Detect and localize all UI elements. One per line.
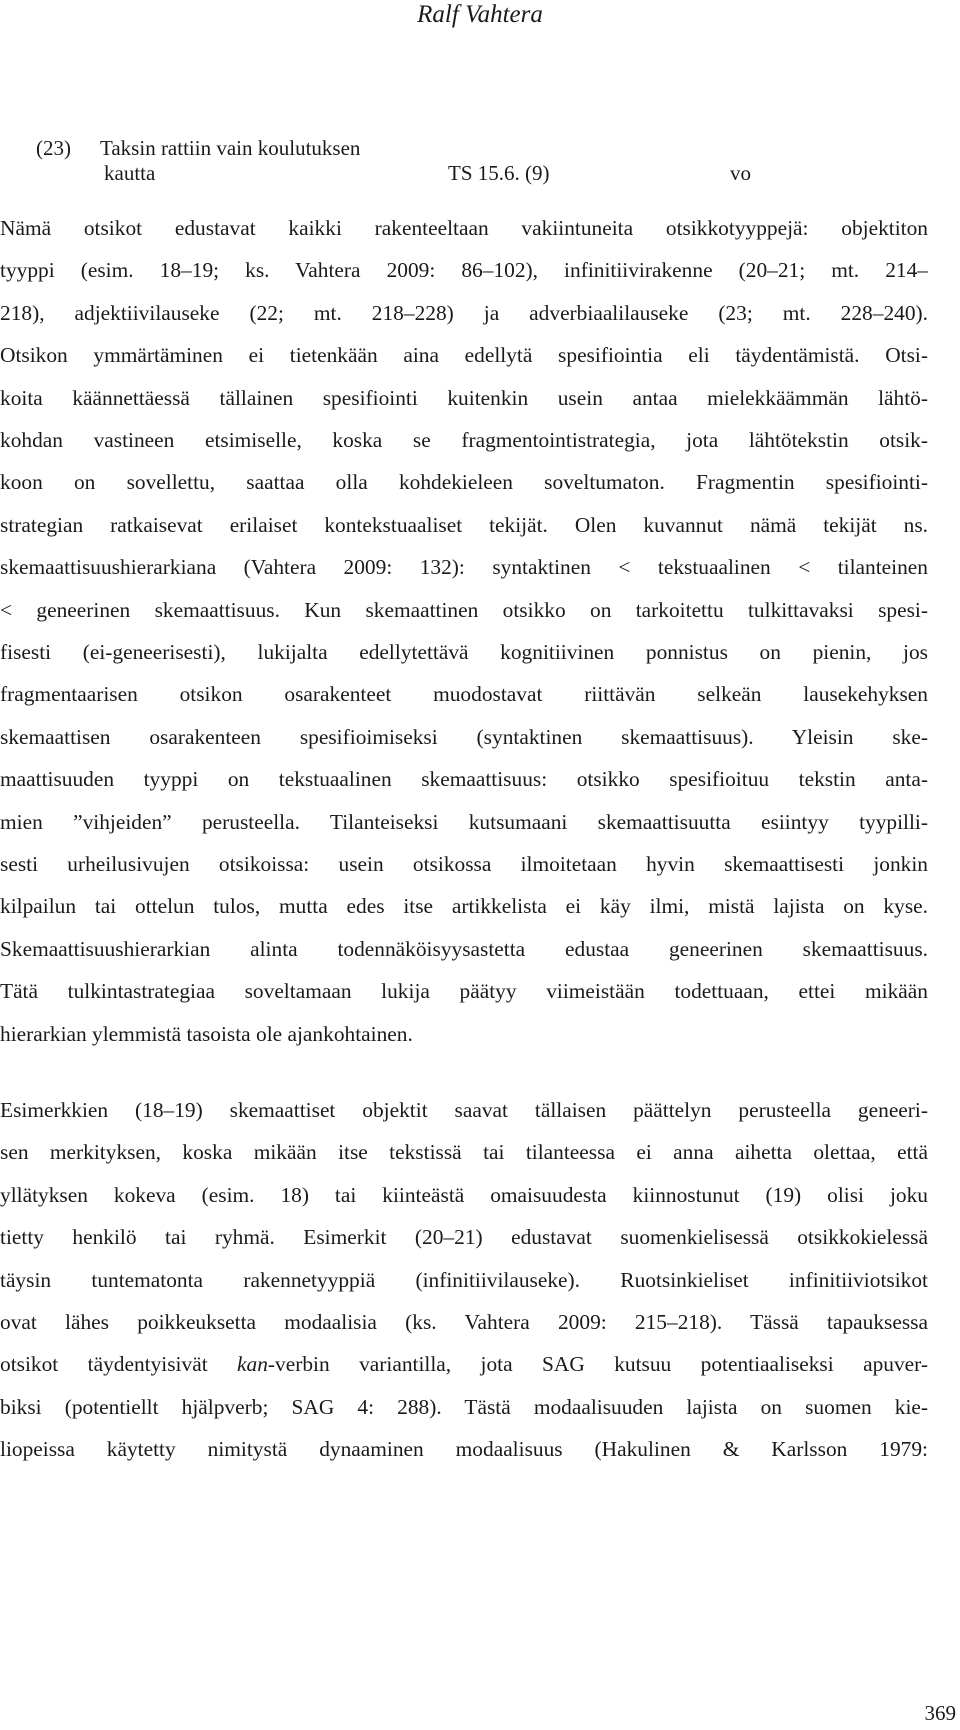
paragraph2-line xyxy=(0,1344,928,1384)
paragraph1-line: Otsikon ymmärtäminen ei tietenkään aina edellytä spesifiointia eli täydentämistä. Otsi- xyxy=(0,343,928,368)
paragraph1-line: koon on sovellettu, saattaa olla kohdekieleen soveltumaton. Fragmentin spesifiointi- xyxy=(0,470,928,495)
paragraph1-line: Nämä otsikot edustavat kaikki rakenteeltaan vakiintuneita otsikkotyyppejä: objektiton xyxy=(0,216,928,240)
paragraph1-line: fragmentaarisen otsikon osarakenteet muodostavat riittävän selkeän lausekehyksen xyxy=(0,682,928,707)
paragraph1-line: fisesti (ei-geneerisesti), lukijalta edellytettävä kognitiivinen ponnistus on pienin, jos xyxy=(0,640,928,664)
paragraph1-line: strategian ratkaisevat erilaiset kontekstuaaliset tekijät. Olen kuvannut nämä tekijät ns. xyxy=(0,512,928,537)
example-language: vo xyxy=(730,161,751,185)
paragraph1-line: koita käännettäessä tällainen spesifiointi kuitenkin usein antaa mielekkäämmän lähtö- xyxy=(0,385,928,410)
paragraph1-line: sesti urheilusivujen otsikoissa: usein otsikossa ilmoitetaan hyvin skemaattisesti jonkin xyxy=(0,852,928,876)
paragraph1-line: kohdan vastineen etsimiselle, koska se fragmentointistrategia, jota lähtötekstin otsik- xyxy=(0,428,928,452)
paragraph2-line: liopeissa käytetty nimitystä dynaaminen modaalisuus (Hakulinen & Karlsson 1979: xyxy=(0,1437,928,1462)
example-line-1: Taksin rattiin vain koulutuksen xyxy=(100,136,361,160)
paragraph1-line: mien ”vihjeiden” perusteella. Tilanteiseksi kutsumaani skemaattisuutta esiintyy tyypilli- xyxy=(0,809,928,834)
paragraph1-line: hierarkian ylemmistä tasoista ole ajankohtainen. xyxy=(0,1021,413,1046)
paragraph2-line: sen merkityksen, koska mikään itse tekstissä tai tilanteessa ei anna aihetta olettaa, että xyxy=(0,1140,928,1165)
paragraph1-line: maattisuuden tyyppi on tekstuaalinen skemaattisuus: otsikko spesifioituu tekstin anta- xyxy=(0,767,928,792)
paragraph2-line: täysin tuntematonta rakennetyyppiä (infinitiivilauseke). Ruotsinkieliset infinitiiviotsikot xyxy=(0,1267,928,1292)
paragraph1-line: Tätä tulkintastrategiaa soveltamaan lukija päätyy viimeistään todettuaan, ettei mikään xyxy=(0,979,928,1004)
paragraph2-line: tietty henkilö tai ryhmä. Esimerkit (20–21) edustavat suomenkielisessä otsikkokielessä xyxy=(0,1225,928,1250)
paragraph2-line: biksi (potentiellt hjälpverb; SAG 4: 288). Tästä modaalisuuden lajista on suomen kie- xyxy=(0,1394,928,1419)
example-line-2: kautta xyxy=(104,161,156,185)
example-number: (23) xyxy=(36,136,71,160)
paragraph2-line: ovat lähes poikkeuksetta modaalisia (ks. Vahtera 2009: 215–218). Tässä tapauksessa xyxy=(0,1310,928,1334)
paragraph1-line: skemaattisuushierarkiana (Vahtera 2009: 132): syntaktinen < tekstuaalinen < tilanteinen xyxy=(0,555,928,580)
paragraph1-line: < geneerinen skemaattisuus. Kun skemaattinen otsikko on tarkoitettu tulkittavaksi spesi- xyxy=(0,597,928,622)
paragraph2-line: Esimerkkien (18–19) skemaattiset objektit saavat tällaisen päättelyn perusteella geneeri- xyxy=(0,1098,928,1122)
paragraph1-line: tyyppi (esim. 18–19; ks. Vahtera 2009: 86–102), infinitiivirakenne (20–21; mt. 214– xyxy=(0,258,928,283)
paragraph1-line: kilpailun tai ottelun tulos, mutta edes itse artikkelista ei käy ilmi, mistä lajista on kyse. xyxy=(0,894,928,919)
paragraph2-line: yllätyksen kokeva (esim. 18) tai kiinteästä omaisuudesta kiinnostunut (19) olisi joku xyxy=(0,1182,928,1207)
italic-term: kan xyxy=(237,1352,268,1377)
running-head: Ralf Vahtera xyxy=(417,1,543,28)
line-segment: otsikot täydentyisivät xyxy=(0,1352,238,1377)
example-source: TS 15.6. (9) xyxy=(448,161,550,185)
paragraph1-line: Skemaattisuushierarkian alinta todennäköisyysastetta edustaa geneerinen skemaattisuus. xyxy=(0,936,928,961)
paragraph1-line: 218), adjektiivilauseke (22; mt. 218–228) ja adverbiaalilauseke (23; mt. 228–240). xyxy=(0,300,928,325)
line-segment: -verbin variantilla, jota SAG kutsuu potentiaaliseksi apuver- xyxy=(267,1352,928,1377)
page-number: 369 xyxy=(924,1701,956,1725)
paragraph1-line: skemaattisen osarakenteen spesifioimiseksi (syntaktinen skemaattisuus). Yleisin ske- xyxy=(0,724,928,749)
